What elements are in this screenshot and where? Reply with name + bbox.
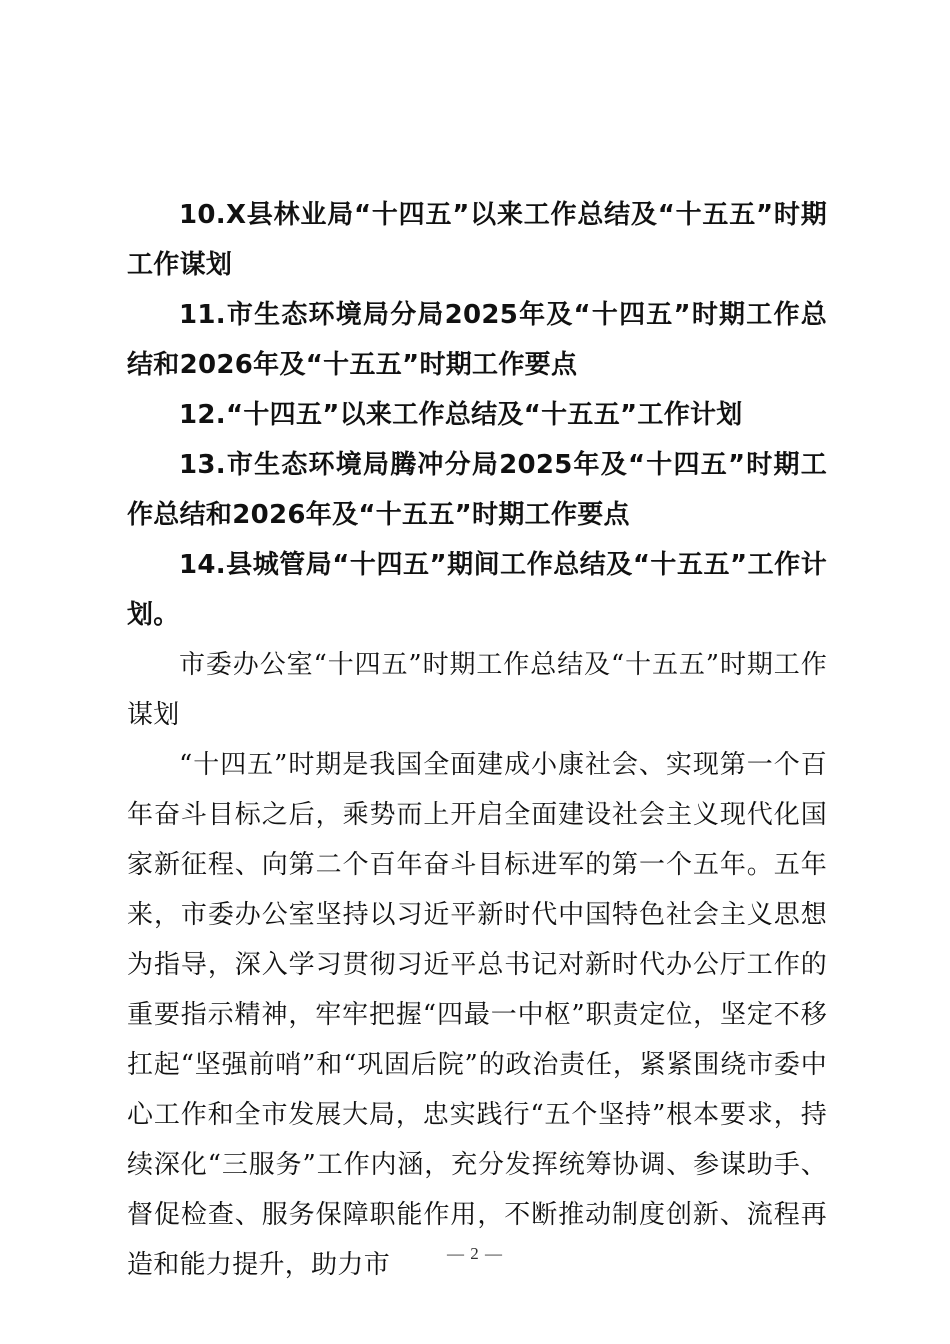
list-item-10: 10.X县林业局“十四五”以来工作总结及“十五五”时期工作谋划 [127,200,827,280]
list-item-11: 11.市生态环境局分局2025年及“十四五”时期工作总结和2026年及“十五五”时期工作要点 [127,300,827,380]
list-item-12: 12.“十四五”以来工作总结及“十五五”工作计划 [179,400,743,430]
article-title: 市委办公室“十四五”时期工作总结及“十五五”时期工作谋划 [127,650,827,730]
page-content [127,190,827,1290]
list-item-14: 14.县城管局“十四五”期间工作总结及“十五五”工作计划。 [127,550,827,630]
list-item-13: 13.市生态环境局腾冲分局2025年及“十四五”时期工作总结和2026年及“十五五”时期工作要点 [127,450,827,530]
page-number: — 2 — [447,1244,503,1263]
article-body-paragraph: “十四五”时期是我国全面建成小康社会、实现第一个百年奋斗目标之后，乘势而上开启全面建设社会主义现代化国家新征程、向第二个百年奋斗目标进军的第一个五年。五年来，市委办公室坚持以习近平新时代中国特色社会主义思想为指导，深入学习贯彻习近平总书记对新时代办公厅工作的重要指示精神，牢牢把握“四最一中枢”职责定位，坚定不移扛起“坚强前哨”和“巩固后院”的政治责任，紧紧围绕市委中心工作和全市发展大局，忠实践行“五个坚持”根本要求，持续深化“三服务”工作内涵，充分发挥统筹协调、参谋助手、督促检查、服务保障职能作用，不断推动制度创新、流程再造和能力提升，助力市 [127,750,827,1280]
